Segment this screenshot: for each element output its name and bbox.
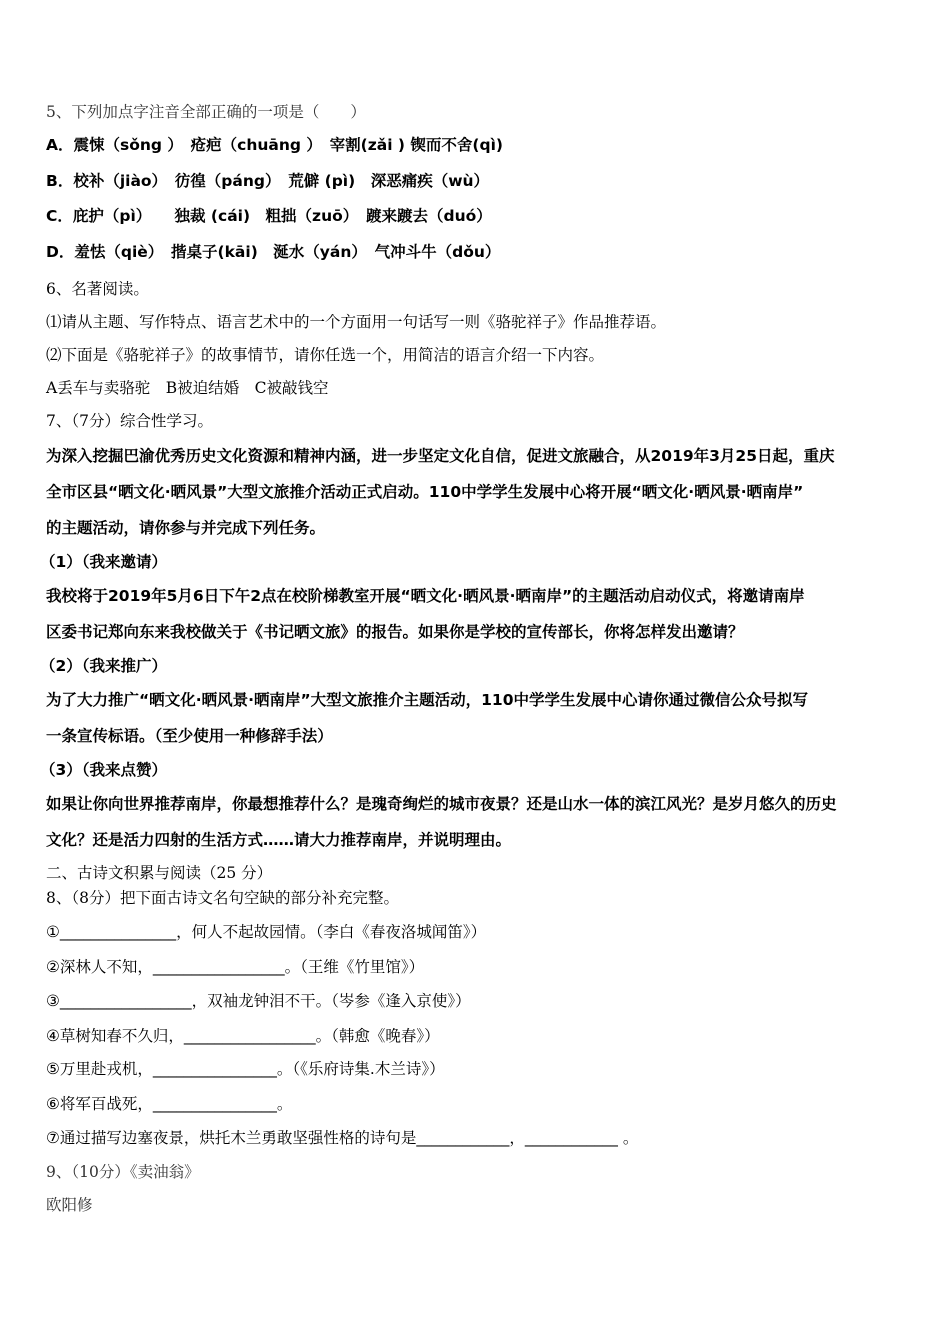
section-heading: 二、古诗文积累与阅读（25 分）: [46, 864, 273, 882]
question-7-title: 7、（7分）综合性学习。: [46, 412, 213, 430]
fill-blank-item: ⑦通过描写边塞夜景，烘托木兰勇敢坚强性格的诗句是____________，____________ 。: [46, 1129, 639, 1147]
task-line: 我校将于2019年5月6日下午2点在校阶梯教室开展“晒文化·晒风景·晒南岸”的主题活动启动仪式，将邀请南岸: [46, 587, 805, 605]
task-heading: （2）（我来推广）: [40, 657, 168, 675]
question-8-title: 8、（8分）把下面古诗文名句空缺的部分补充完整。: [46, 889, 399, 907]
fill-blank-item: ③_________________，双袖龙钟泪不干。（岑参《逢入京使》）: [46, 992, 471, 1010]
question-7-intro: 的主题活动，请你参与并完成下列任务。: [46, 519, 326, 537]
question-9-author: 欧阳修: [46, 1196, 93, 1214]
question-6-title: 6、名著阅读。: [46, 280, 149, 298]
task-line: 一条宣传标语。（至少使用一种修辞手法）: [46, 727, 333, 745]
task-line: 区委书记郑向东来我校做关于《书记晒文旅》的报告。如果你是学校的宣传部长，你将怎样发出邀请？: [46, 623, 744, 641]
question-5-option-b: B．校补（jiào） 彷徨（páng） 荒僻 (pì) 深恶痛疾（wù）: [46, 172, 490, 190]
question-7-intro: 为深入挖掘巴渝优秀历史文化资源和精神内涵，进一步坚定文化自信，促进文旅融合，从2019年3月25日起，重庆: [46, 447, 835, 465]
fill-blank-item: ①_______________，何人不起故园情。（李白《春夜洛城闻笛》）: [46, 923, 487, 941]
question-5-option-c: C．庇护（pì） 独裁 (cái) 粗拙（zuō） 踱来踱去（duó）: [46, 207, 492, 225]
question-6-line: A丢车与卖骆驼 B被迫结婚 C被敲钱空: [46, 379, 329, 397]
fill-blank-item: ②深林人不知，_________________。（王维《竹里馆》）: [46, 958, 425, 976]
fill-blank-item: ⑤万里赴戎机，________________。（《乐府诗集.木兰诗》）: [46, 1060, 445, 1078]
question-7-intro: 全市区县“晒文化·晒风景”大型文旅推介活动正式启动。110中学学生发展中心将开展“晒文化·晒风景·晒南岸”: [46, 483, 804, 501]
question-5-option-d: D．羞怯（qiè） 揩桌子(kāi) 涎水（yán） 气冲斗牛（dǒu）: [46, 243, 501, 261]
fill-blank-item: ④草树知春不久归，_________________。（韩愈《晚春》）: [46, 1027, 440, 1045]
task-line: 如果让你向世界推荐南岸，你最想推荐什么？是瑰奇绚烂的城市夜景？还是山水一体的滨江风光？是岁月悠久的历史: [46, 795, 837, 813]
question-5-option-a: A．震悚（sǒng ） 疮疤（chuāng ） 宰割(zǎi ) 锲而不舍(qì): [46, 136, 503, 154]
question-5-title: 5、下列加点字注音全部正确的一项是（ ）: [46, 103, 366, 121]
question-6-line: ⑴请从主题、写作特点、语言艺术中的一个方面用一句话写一则《骆驼祥子》作品推荐语。: [46, 313, 667, 331]
question-6-line: ⑵下面是《骆驼祥子》的故事情节，请你任选一个，用简洁的语言介绍一下内容。: [46, 346, 605, 364]
fill-blank-item: ⑥将军百战死，________________。: [46, 1095, 293, 1113]
task-line: 为了大力推广“晒文化·晒风景·晒南岸”大型文旅推介主题活动，110中学学生发展中心请你通过微信公众号拟写: [46, 691, 809, 709]
question-9-title: 9、（10分）《卖油翁》: [46, 1163, 200, 1181]
task-heading: （3）（我来点赞）: [40, 761, 168, 779]
task-heading: （1）（我来邀请）: [40, 553, 168, 571]
task-line: 文化？还是活力四射的生活方式……请大力推荐南岸，并说明理由。: [46, 831, 512, 849]
